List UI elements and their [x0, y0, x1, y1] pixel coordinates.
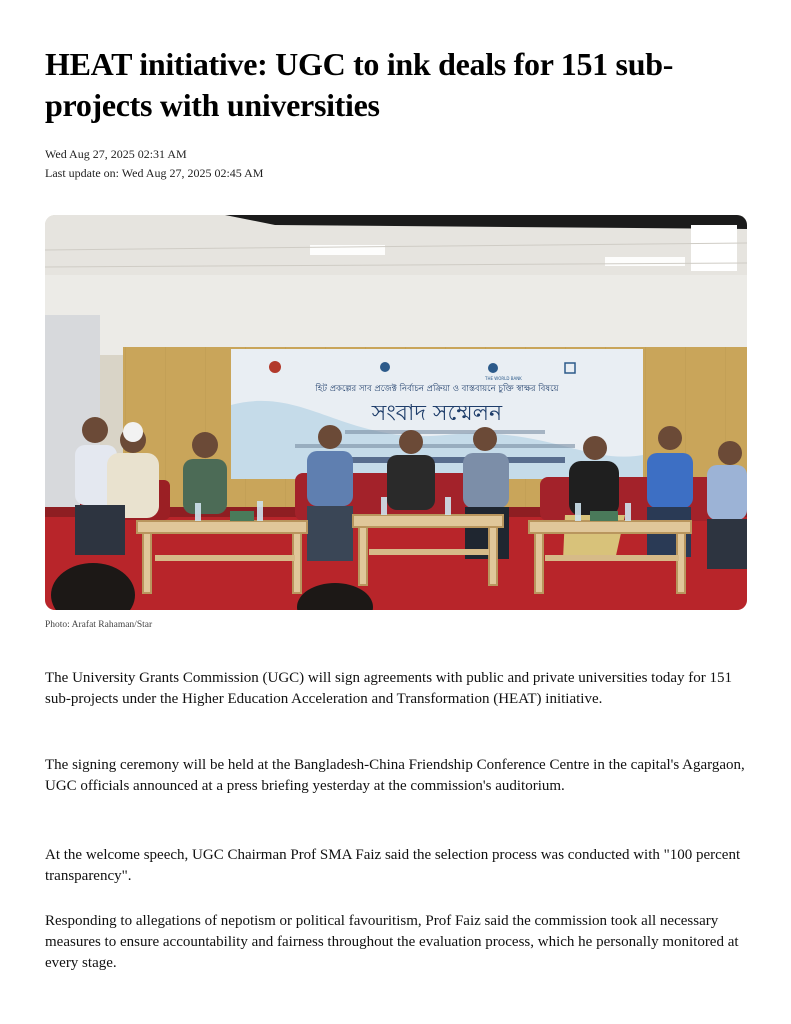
- article-photo: [45, 215, 747, 610]
- article-paragraph: Responding to allegations of nepotism or political favouritism, Prof Faiz said the commission took all necessary measures to ensure accountability and fairness throughout the evaluation process, which he personally monitored at every stage.: [45, 913, 739, 971]
- article-paragraph: The signing ceremony will be held at the Bangladesh-China Friendship Conference Centre in the capital's Agargaon, UGC officials announced at a press briefing yesterday at the commission's auditorium.: [45, 757, 745, 794]
- banner-subtitle: হিট প্রকল্পের সাব প্রজেক্ট নির্বাচন প্রক্রিয়া ও বাস্তবায়নে চুক্তি স্বাক্ষর বিষয়ে: [315, 384, 559, 394]
- last-update-date: Last update on: Wed Aug 27, 2025 02:45 AM: [45, 166, 264, 180]
- published-date: Wed Aug 27, 2025 02:31 AM: [45, 147, 187, 161]
- photo-credit: Photo: Arafat Rahaman/Star: [45, 620, 153, 630]
- article-paragraph: The University Grants Commission (UGC) will sign agreements with public and private universities today for 151 sub-projects under the Higher Education Acceleration and Transformation (HEAT) initiative.: [45, 670, 732, 707]
- banner-title: সংবাদ সম্মেলন: [371, 401, 503, 426]
- article-paragraph: At the welcome speech, UGC Chairman Prof SMA Faiz said the selection process was conducted with "100 percent transparency".: [45, 847, 741, 884]
- sponsor-mark: THE WORLD BANK: [485, 376, 522, 381]
- press-briefing-photo: [45, 215, 747, 610]
- article-headline: HEAT initiative: UGC to ink deals for 151 sub-projects with universities: [45, 46, 674, 123]
